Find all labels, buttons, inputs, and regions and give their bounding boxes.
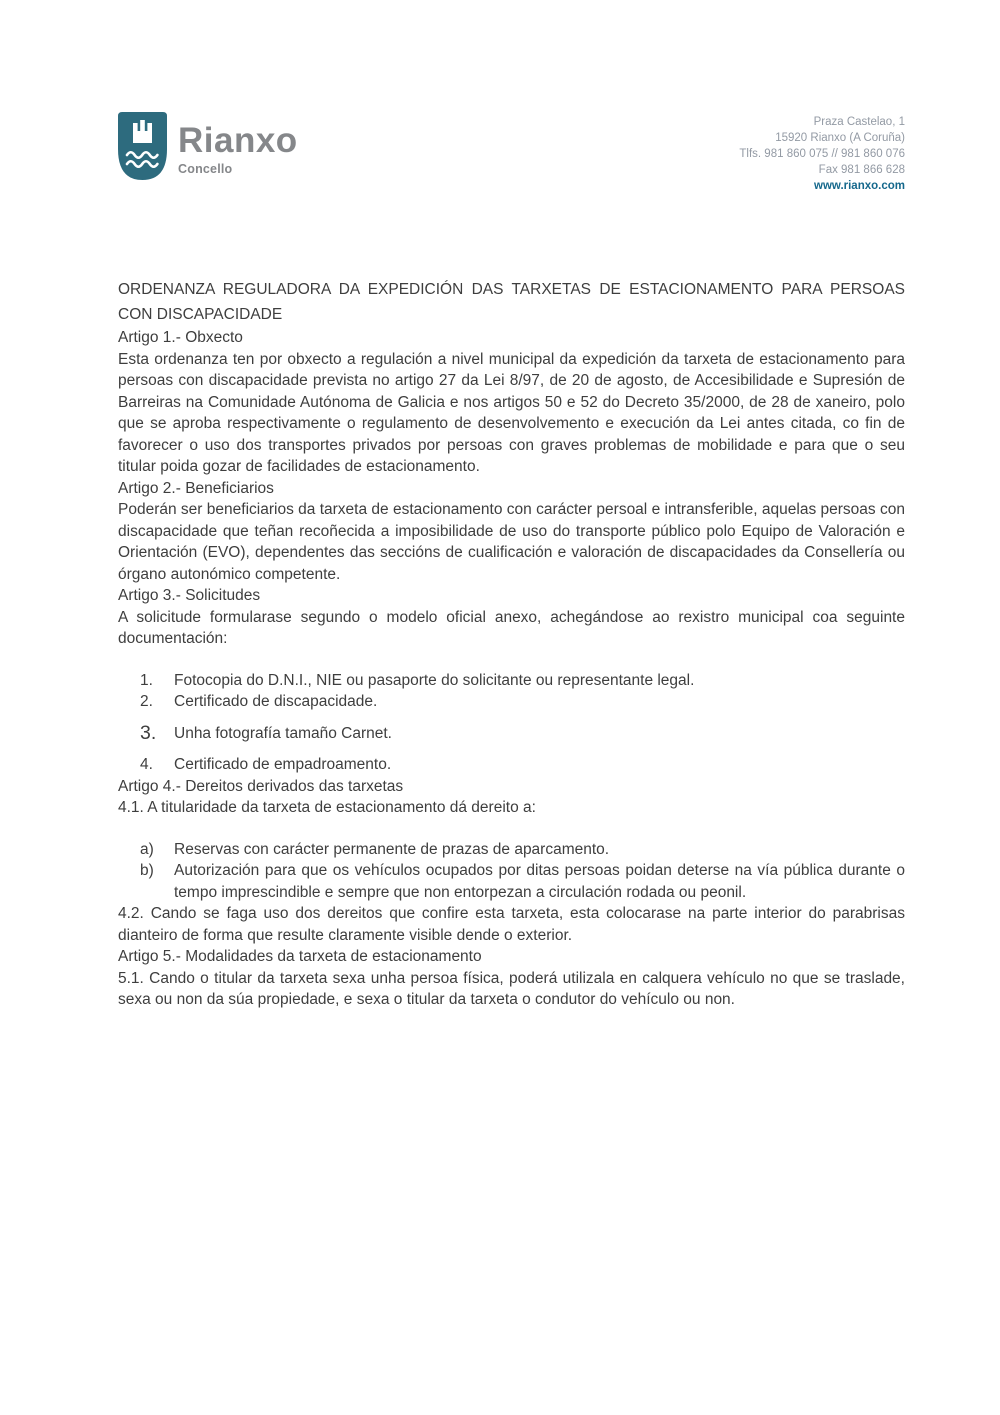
website-link[interactable]: www.rianxo.com <box>814 180 905 192</box>
article-5-1-paragraph: 5.1. Cando o titular da tarxeta sexa unha persoa física, poderá utilizala en calquera vehículo no que se traslade, sexa ou non da súa propiedade, e sexa o titular da tarxeta o condutor do vehículo ou non. <box>118 969 905 1008</box>
contact-address-line: Praza Castelao, 1 <box>813 116 905 128</box>
list-item-letter: a) <box>140 840 154 858</box>
list-item-text: Certificado de discapacidade. <box>174 693 378 710</box>
article-4-heading: Artigo 4.- Dereitos derivados das tarxetas <box>118 777 404 795</box>
list-item-text: Certificado de empadroamento. <box>174 756 392 773</box>
page-header <box>118 112 905 194</box>
article-4-2-paragraph: 4.2. Cando se faga uso dos dereitos que confire esta tarxeta, esta colocarase na parte interior do parabrisas dianteiro de forma que resulte claramente visible dende o exterior. <box>118 905 905 944</box>
article-5-heading: Artigo 5.- Modalidades da tarxeta de estacionamento <box>118 948 482 965</box>
list-item <box>118 754 905 776</box>
list-item <box>118 839 905 861</box>
castle-icon <box>133 120 152 143</box>
article-2-paragraph: Poderán ser beneficiarios da tarxeta de estacionamento con carácter persoal e intransferible, aquelas persoas con discapacidade que teñan recoñecida a imposibilidade de uso do transporte público polo Equipo de Valoración e Orientación (EVO), dependentes das seccións de cualificación e valoración de discapacidades da Consellería ou órgano autonómico competente. <box>118 501 905 583</box>
list-item-number: 1. <box>140 671 153 689</box>
list-item <box>118 670 905 692</box>
article-3-heading: Artigo 3.- Solicitudes <box>118 587 261 604</box>
article-2-heading: Artigo 2.- Beneficiarios <box>118 479 274 497</box>
logo-name: Rianxo <box>178 121 298 160</box>
list-item <box>118 860 905 903</box>
list-item-number: 3. <box>140 721 157 744</box>
list-item-text: Autorización para que os vehículos ocupados por ditas persoas poidan deterse na vía pública durante o tempo imprescindible e sempre que non entorpezan a circulación rodada ou peonil. <box>174 862 905 901</box>
article-1-paragraph: Esta ordenanza ten por obxecto a regulación a nivel municipal da expedición da tarxeta de estacionamento para persoas con discapacidade prevista no artigo 27 da Lei 8/97, de 20 de agosto, de Accesibilidade e Supresión de Barreiras na Comunidade Autónoma de Galicia e nos artigos 50 e 52 do Decreto 35/2000, de 28 de xaneiro, polo que se aproba respectivamente o regulamento de desenvolvemento e execución da Lei antes citada, co fin de favorecer o uso dos transportes privados por persoas con graves problemas de mobilidade e para que o seu titular poida gozar de facilidades de estacionamento. <box>118 350 905 475</box>
article-4-1-paragraph: 4.1. A titularidade da tarxeta de estacionamento dá dereito a: <box>118 799 536 816</box>
document-content <box>118 277 905 1011</box>
list-item <box>118 723 905 745</box>
contact-phone-line: Tlfs. 981 860 075 // 981 860 076 <box>739 148 905 160</box>
contact-fax-line: Fax 981 866 628 <box>818 164 905 176</box>
document-title: ORDENANZA REGULADORA DA EXPEDICIÓN DAS TARXETAS DE ESTACIONAMENTO PARA PERSOAS CON DISCAPACIDADE <box>118 281 905 323</box>
logo-text <box>178 123 298 180</box>
list-item-text: Fotocopia do D.N.I., NIE ou pasaporte do solicitante ou representante legal. <box>174 671 695 689</box>
article-4-list <box>118 839 905 904</box>
rianxo-shield-icon <box>118 112 167 180</box>
rianxo-logo <box>118 112 298 180</box>
article-1-heading: Artigo 1.- Obxecto <box>118 329 243 346</box>
list-item-letter: b) <box>140 862 154 879</box>
article-3-paragraph: A solicitude formularase segundo o modelo oficial anexo, achegándose ao rexistro municipal coa seguinte documentación: <box>118 608 905 647</box>
list-item-text: Unha fotografía tamaño Carnet. <box>174 724 392 742</box>
list-item <box>118 691 905 713</box>
list-item-number: 2. <box>140 693 153 710</box>
logo-subtitle: Concello <box>178 162 233 176</box>
article-3-list <box>118 670 905 776</box>
list-item-text: Reservas con carácter permanente de prazas de aparcamento. <box>174 840 610 858</box>
contact-block <box>739 114 905 194</box>
list-item-number: 4. <box>140 756 153 773</box>
contact-city-line: 15920 Rianxo (A Coruña) <box>775 132 905 144</box>
